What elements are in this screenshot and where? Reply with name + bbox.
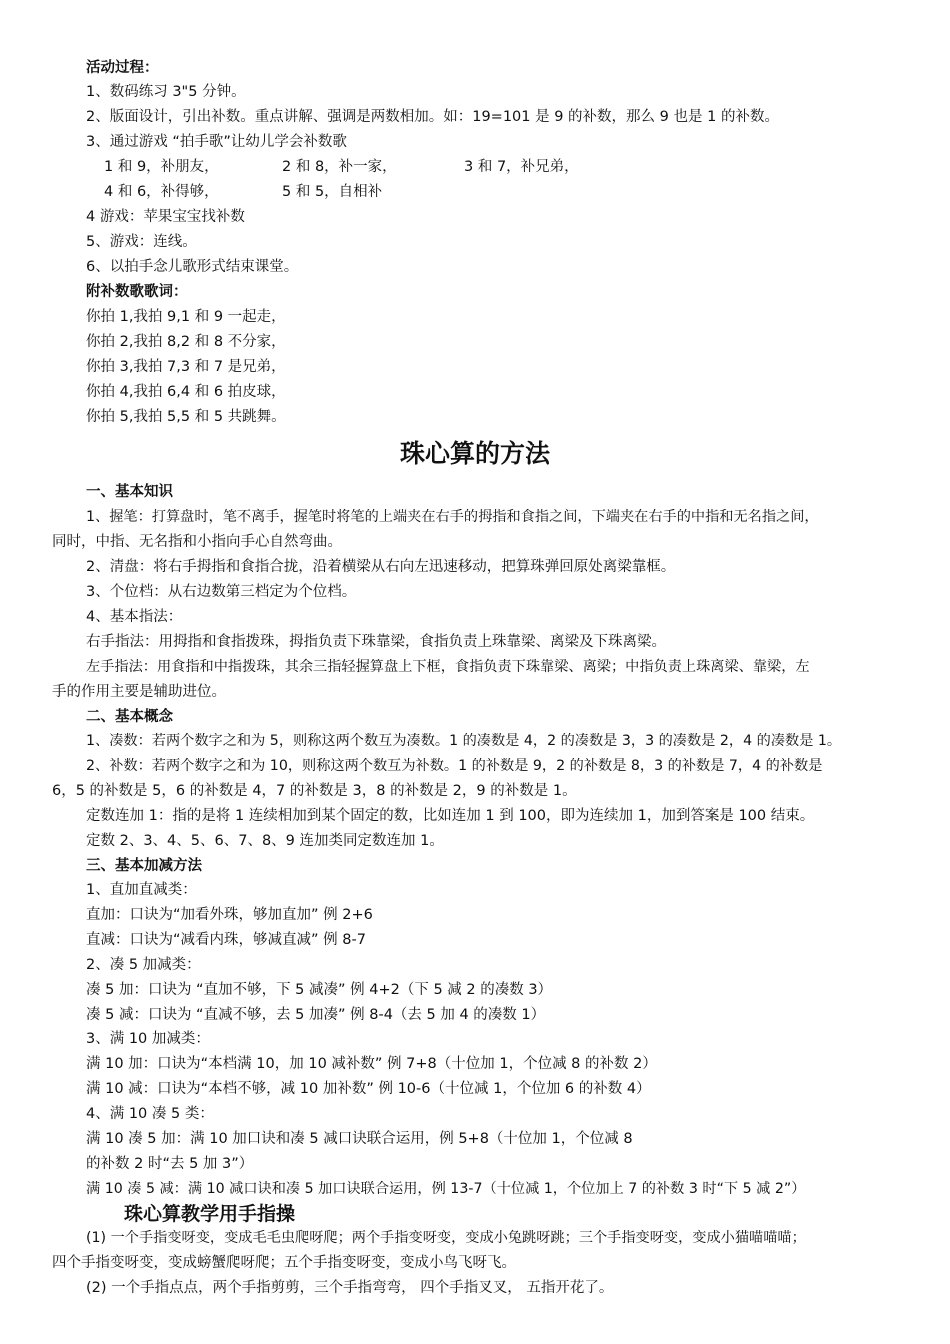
lyrics-line-4: 你拍 4,我拍 6,4 和 6 拍皮球， xyxy=(86,384,286,400)
lyrics-heading: 附补数歌歌词： xyxy=(86,284,188,300)
section-1-para-6a: 左手指法：用食指和中指拨珠，其余三指轻握算盘上下框，食指负责下珠靠梁、离梁；中指负责上珠离梁、靠梁，左 xyxy=(86,659,810,675)
lyrics-line-1: 你拍 1,我拍 9,1 和 9 一起走， xyxy=(86,309,286,325)
section-3-line: 4、满 10 凑 5 类： xyxy=(86,1106,214,1122)
exercise-para-1a: (1) 一个手指变呀变，变成毛毛虫爬呀爬；两个手指变呀变，变成小兔跳呀跳；三个手指变呀变，变成小猫喵喵喵； xyxy=(86,1230,806,1246)
section-3-line: 满 10 减：口诀为“本档不够，减 10 加补数” 例 10-6（十位减 1，个位加 6 的补数 4） xyxy=(86,1081,651,1097)
section-3-line: 满 10 凑 5 加：满 10 加口诀和凑 5 减口诀联合运用，例 5+8（十位加 1，个位减 8 xyxy=(86,1131,633,1147)
section-3-line: 凑 5 加：口诀为 “直加不够，下 5 减凑” 例 4+2（下 5 减 2 的凑数 3） xyxy=(86,982,553,998)
section-2-para-2a: 2、补数：若两个数字之和为 10，则称这两个数互为补数。1 的补数是 9，2 的补数是 8，3 的补数是 7，4 的补数是 xyxy=(86,758,823,774)
section-2-para-2b: 6，5 的补数是 5，6 的补数是 4，7 的补数是 3，8 的补数是 2，9 的补数是 1。 xyxy=(52,783,577,799)
activity-step-3: 3、通过游戏 “拍手歌”让幼儿学会补数歌 xyxy=(86,134,347,150)
section-3-line: 凑 5 减：口诀为 “直减不够，去 5 加凑” 例 8-4（去 5 加 4 的凑数 1） xyxy=(86,1007,546,1023)
section-3-line: 满 10 凑 5 减：满 10 减口诀和凑 5 加口诀联合运用，例 13-7（十位减 1，个位加上 7 的补数 3 时“下 5 减 2”） xyxy=(86,1181,806,1197)
section-3-heading: 三、基本加减方法 xyxy=(86,858,202,874)
section-3-line: 1、直加直减类： xyxy=(86,882,197,898)
section-1-para-2: 2、清盘：将右手拇指和食指合拢，沿着横梁从右向左迅速移动，把算珠弹回原处离梁靠框。 xyxy=(86,559,676,575)
section-1-para-6b: 手的作用主要是辅助进位。 xyxy=(52,684,226,700)
section-3-line: 的补数 2 时“去 5 加 3”） xyxy=(86,1156,254,1172)
activity-step-1: 1、数码练习 3"5 分钟。 xyxy=(86,84,246,100)
section-1-para-5: 右手指法：用拇指和食指拨珠，拇指负责下珠靠梁，食指负责上珠靠梁、离梁及下珠离梁。 xyxy=(86,634,666,650)
section-3-line: 2、凑 5 加减类： xyxy=(86,957,201,973)
exercise-title: 珠心算教学用手指操 xyxy=(124,1203,296,1225)
section-2-heading: 二、基本概念 xyxy=(86,709,173,725)
activity-heading: 活动过程： xyxy=(86,60,159,76)
song-verse-1: 1 和 9，补朋友， xyxy=(104,159,219,175)
activity-step-2: 2、版面设计，引出补数。重点讲解、强调是两数相加。如：19=101 是 9 的补数，那么 9 也是 1 的补数。 xyxy=(86,109,779,125)
section-2-para-1: 1、凑数：若两个数字之和为 5，则称这两个数互为凑数。1 的凑数是 4，2 的凑数是 3，3 的凑数是 2，4 的凑数是 1。 xyxy=(86,733,842,749)
lyrics-line-3: 你拍 3,我拍 7,3 和 7 是兄弟， xyxy=(86,359,286,375)
activity-step-6: 6、以拍手念儿歌形式结束课堂。 xyxy=(86,259,299,275)
section-3-line: 满 10 加：口诀为“本档满 10，加 10 减补数” 例 7+8（十位加 1，个位减 8 的补数 2） xyxy=(86,1056,657,1072)
song-verse-5: 5 和 5，自相补 xyxy=(282,184,383,200)
section-1-para-3: 3、个位档：从右边数第三档定为个位档。 xyxy=(86,584,357,600)
song-verse-4: 4 和 6，补得够， xyxy=(104,184,219,200)
exercise-para-1b: 四个手指变呀变，变成螃蟹爬呀爬；五个手指变呀变，变成小鸟飞呀飞。 xyxy=(52,1255,516,1271)
section-3-line: 3、满 10 加减类： xyxy=(86,1031,210,1047)
song-verse-2: 2 和 8，补一家， xyxy=(282,159,397,175)
exercise-para-2: (2) 一个手指点点，两个手指剪剪，三个手指弯弯， 四个手指叉叉， 五指开花了。 xyxy=(86,1280,614,1296)
lyrics-line-5: 你拍 5,我拍 5,5 和 5 共跳舞。 xyxy=(86,409,286,425)
section-1-para-1b: 同时，中指、无名指和小指向手心自然弯曲。 xyxy=(52,534,342,550)
song-verse-3: 3 和 7，补兄弟， xyxy=(464,159,579,175)
section-1-heading: 一、基本知识 xyxy=(86,484,173,500)
activity-step-5: 5、游戏：连线。 xyxy=(86,234,197,250)
section-2-para-3: 定数连加 1：指的是将 1 连续相加到某个固定的数，比如连加 1 到 100，即为连续加 1，加到答案是 100 结束。 xyxy=(86,808,815,824)
section-3-line: 直减：口诀为“减看内珠，够减直减” 例 8-7 xyxy=(86,932,366,948)
section-2-para-4: 定数 2、3、4、5、6、7、8、9 连加类同定数连加 1。 xyxy=(86,833,444,849)
activity-step-4: 4 游戏：苹果宝宝找补数 xyxy=(86,209,245,225)
section-1-para-4: 4、基本指法： xyxy=(86,609,183,625)
section-3-line: 直加：口诀为“加看外珠，够加直加” 例 2+6 xyxy=(86,907,373,923)
lyrics-line-2: 你拍 2,我拍 8,2 和 8 不分家， xyxy=(86,334,286,350)
method-title: 珠心算的方法 xyxy=(399,439,550,468)
section-1-para-1a: 1、握笔：打算盘时，笔不离手，握笔时将笔的上端夹在右手的拇指和食指之间，下端夹在右手的中指和无名指之间， xyxy=(86,509,819,525)
